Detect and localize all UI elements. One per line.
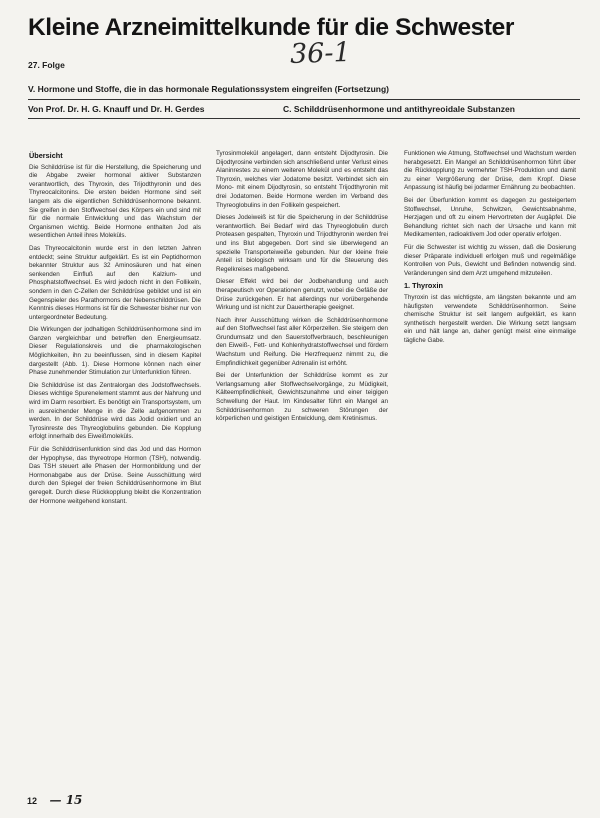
section-heading: C. Schilddrüsenhormone und antithyreoidale Substanzen: [283, 104, 515, 114]
handwritten-page-number: — 15: [49, 793, 83, 807]
handwritten-note: 36-1: [289, 36, 352, 71]
text-column-3: [404, 150, 576, 790]
overview-heading: Übersicht: [29, 151, 63, 160]
paragraph: Die Wirkungen der jodhaltigen Schilddrüsenhormone sind im Ganzen vergleichbar und betreffen den Energieumsatz. Dieser Regulationskreis und die pharmakologischen Möglichkeiten, ihn zu beeinflussen, sind in diesem Kapitel dargestellt (Abb. 1). Diese Hormone können nach einer Phase zunehmender Stimulation zur Unterfunktion führen.: [29, 326, 201, 377]
paragraph: Für die Schwester ist wichtig zu wissen, daß die Dosierung dieser Präparate individuell erfolgen muß und regelmäßige Kontrollen von Puls, Gewicht und Befinden notwendig sind. Veränderungen sind dem Arzt umgehend mitzuteilen.: [404, 243, 576, 277]
paragraph: Bei der Unterfunktion der Schilddrüse kommt es zur Verlangsamung aller Stoffwechselvorgänge, zu Müdigkeit, Kälteempfindlichkeit, Gewichtszunahme und einer teigigen Schwellung der Haut. Im Kindesalter führt ein Mangel an Schilddrüsenhormon zu schweren Störungen der körperlichen und geistigen Entwicklung, dem Kretinismus.: [216, 372, 388, 423]
divider: [28, 99, 580, 100]
paragraph: Nach ihrer Ausschüttung wirken die Schilddrüsenhormone auf den Stoffwechsel fast aller Körperzellen. Sie steigern den Grundumsatz und den Sauerstoffverbrauch, beschleunigen den Eiweiß-, Fett- und Kohlenhydratstoffwechsel und fördern Wachstum und Reifung. Die Herzfrequenz nimmt zu, die Empfindlichkeit gegenüber Adrenalin ist erhöht.: [216, 316, 388, 367]
text-column-2: [216, 150, 388, 790]
chapter-subtitle: V. Hormone und Stoffe, die in das hormonale Regulationssystem eingreifen (Fortsetzung): [28, 84, 389, 94]
paragraph: Bei der Überfunktion kommt es dagegen zu gesteigertem Stoffwechsel, Unruhe, Schwitzen, Gewichtsabnahme, Herzjagen und oft zu einem Hervortreten der Augäpfel. Die Behandlung richtet sich nach der Ursache und kann mit Medikamenten, radioaktivem Jod oder operativ erfolgen.: [404, 196, 576, 239]
printed-page-number: 12: [27, 796, 38, 806]
paragraph: Dieses Jodeiweiß ist für die Speicherung in der Schilddrüse verantwortlich. Bei Bedarf wird das Thyreoglobulin durch Proteasen gespalten, Thyroxin und Trijodthyronin werden frei und ins Blut abgegeben. Dort sind sie überwiegend an spezielle Transporteiweiße gebunden. Nur der kleine freie Anteil ist biologisch wirksam und für die Steuerung des Regelkreises maßgebend.: [216, 214, 388, 273]
divider: [28, 118, 580, 119]
series-number: 27. Folge: [28, 60, 65, 70]
authors-line: Von Prof. Dr. H. G. Knauff und Dr. H. Gerdes: [28, 104, 205, 114]
paragraph: Für die Schilddrüsenfunktion sind das Jod und das Hormon der Hypophyse, das thyreotrope Hormon (TSH), notwendig. Das TSH steuert alle Phasen der Hormonbildung und der Hormonabgabe aus der Drüse. Seine Ausschüttung wird durch den Spiegel der freien Schilddrüsenhormone im Blut geregelt. Durch diese Rückkopplung bleibt die Konzentration der Hormone weitgehend konstant.: [29, 446, 201, 505]
paragraph: Thyroxin ist das wichtigste, am längsten bekannte und am häufigsten verwendete Schilddrüsenhormon. Seine chemische Struktur ist seit langem aufgeklärt, es kann synthetisch hergestellt werden. Die Wirkung setzt langsam ein und hält lange an, daher genügt meist eine einmalige tägliche Gabe.: [404, 293, 576, 344]
paragraph: Funktionen wie Atmung, Stoffwechsel und Wachstum werden herabgesetzt. Ein Mangel an Schilddrüsenhormon führt über die Rückkopplung zu vermehrter TSH-Produktion und damit zu einer Vergrößerung der Drüse, dem Kropf. Diese Anpassung ist häufig bei jodarmer Ernährung zu beobachten.: [404, 150, 576, 192]
paragraph: Dieser Effekt wird bei der Jodbehandlung und auch therapeutisch vor Operationen genutzt, wobei die Gefäße der Drüse zurückgehen. Er hat allerdings nur vorübergehende Wirkung und ist nicht zur Dauertherapie geeignet.: [216, 278, 388, 312]
page-number: [27, 793, 82, 807]
article-title: Kleine Arzneimittelkunde für die Schwester: [28, 14, 515, 41]
paragraph: Das Thyreocalcitonin wurde erst in den letzten Jahren entdeckt; seine Struktur aufgeklärt. Es ist ein Peptidhormon bekannter Struktur aus 32 Aminosäuren und hat einen senkenden Einfluß auf den Kalzium- und Phosphatstoffwechsel. Es wird jedoch nicht in den Follikeln, sondern in den C-Zellen der Schilddrüse gebildet und ist ein Gegenspieler des Parathormons der Nebenschilddrüsen. Die Kenntnis dieses Hormons ist für die Schwester bisher nur von untergeordneter Bedeutung.: [29, 244, 201, 321]
paragraph: Tyrosinmolekül angelagert, dann entsteht Dijodtyrosin. Die Dijodtyrosine verbinden sich anschließend unter Verlust eines Alaninrestes zu einem weiteren Molekül und es entsteht das Thyroxin, welches vier Jodatome besitzt. Verbindet sich ein Mono- mit einem Dijodtyrosin, so entsteht Trijodthyronin mit drei Jodatomen. Beide Hormone werden im Verband des Thyreoglobulins in den Follikeln gespeichert.: [216, 150, 388, 209]
paragraph: Die Schilddrüse ist für die Herstellung, die Speicherung und die Abgabe zweier hormonal aktiver Substanzen verantwortlich, des Thyroxin, des Trijodthyronin und des Thyreocalcitonins. Die ersten beiden Hormone sind seit langem als die eigentlichen Schilddrüsenhormone bekannt. Sie greifen in den Stoffwechsel des Körpers ein und sind mit für die normale Entwicklung und das Wachstum der Organismen wichtig. Beide Hormone enthalten Jod als wesentlichen Anteil ihres Moleküls.: [29, 163, 201, 240]
paragraph: Die Schilddrüse ist das Zentralorgan des Jodstoffwechsels. Dieses wichtige Spurenelement stammt aus der Nahrung und wird im Darm resorbiert. Es benötigt ein Transportsystem, um in ausreichender Menge in die Zelle aufgenommen zu werden. In der Schilddrüse wird das Jodid oxidiert und an Tyrosinreste des Thyreoglobulins gebunden. Die Kopplung erfolgt innerhalb des Eiweißmoleküls.: [29, 381, 201, 441]
text-column-1: [29, 150, 201, 790]
thyroxin-heading: 1. Thyroxin: [404, 281, 443, 291]
